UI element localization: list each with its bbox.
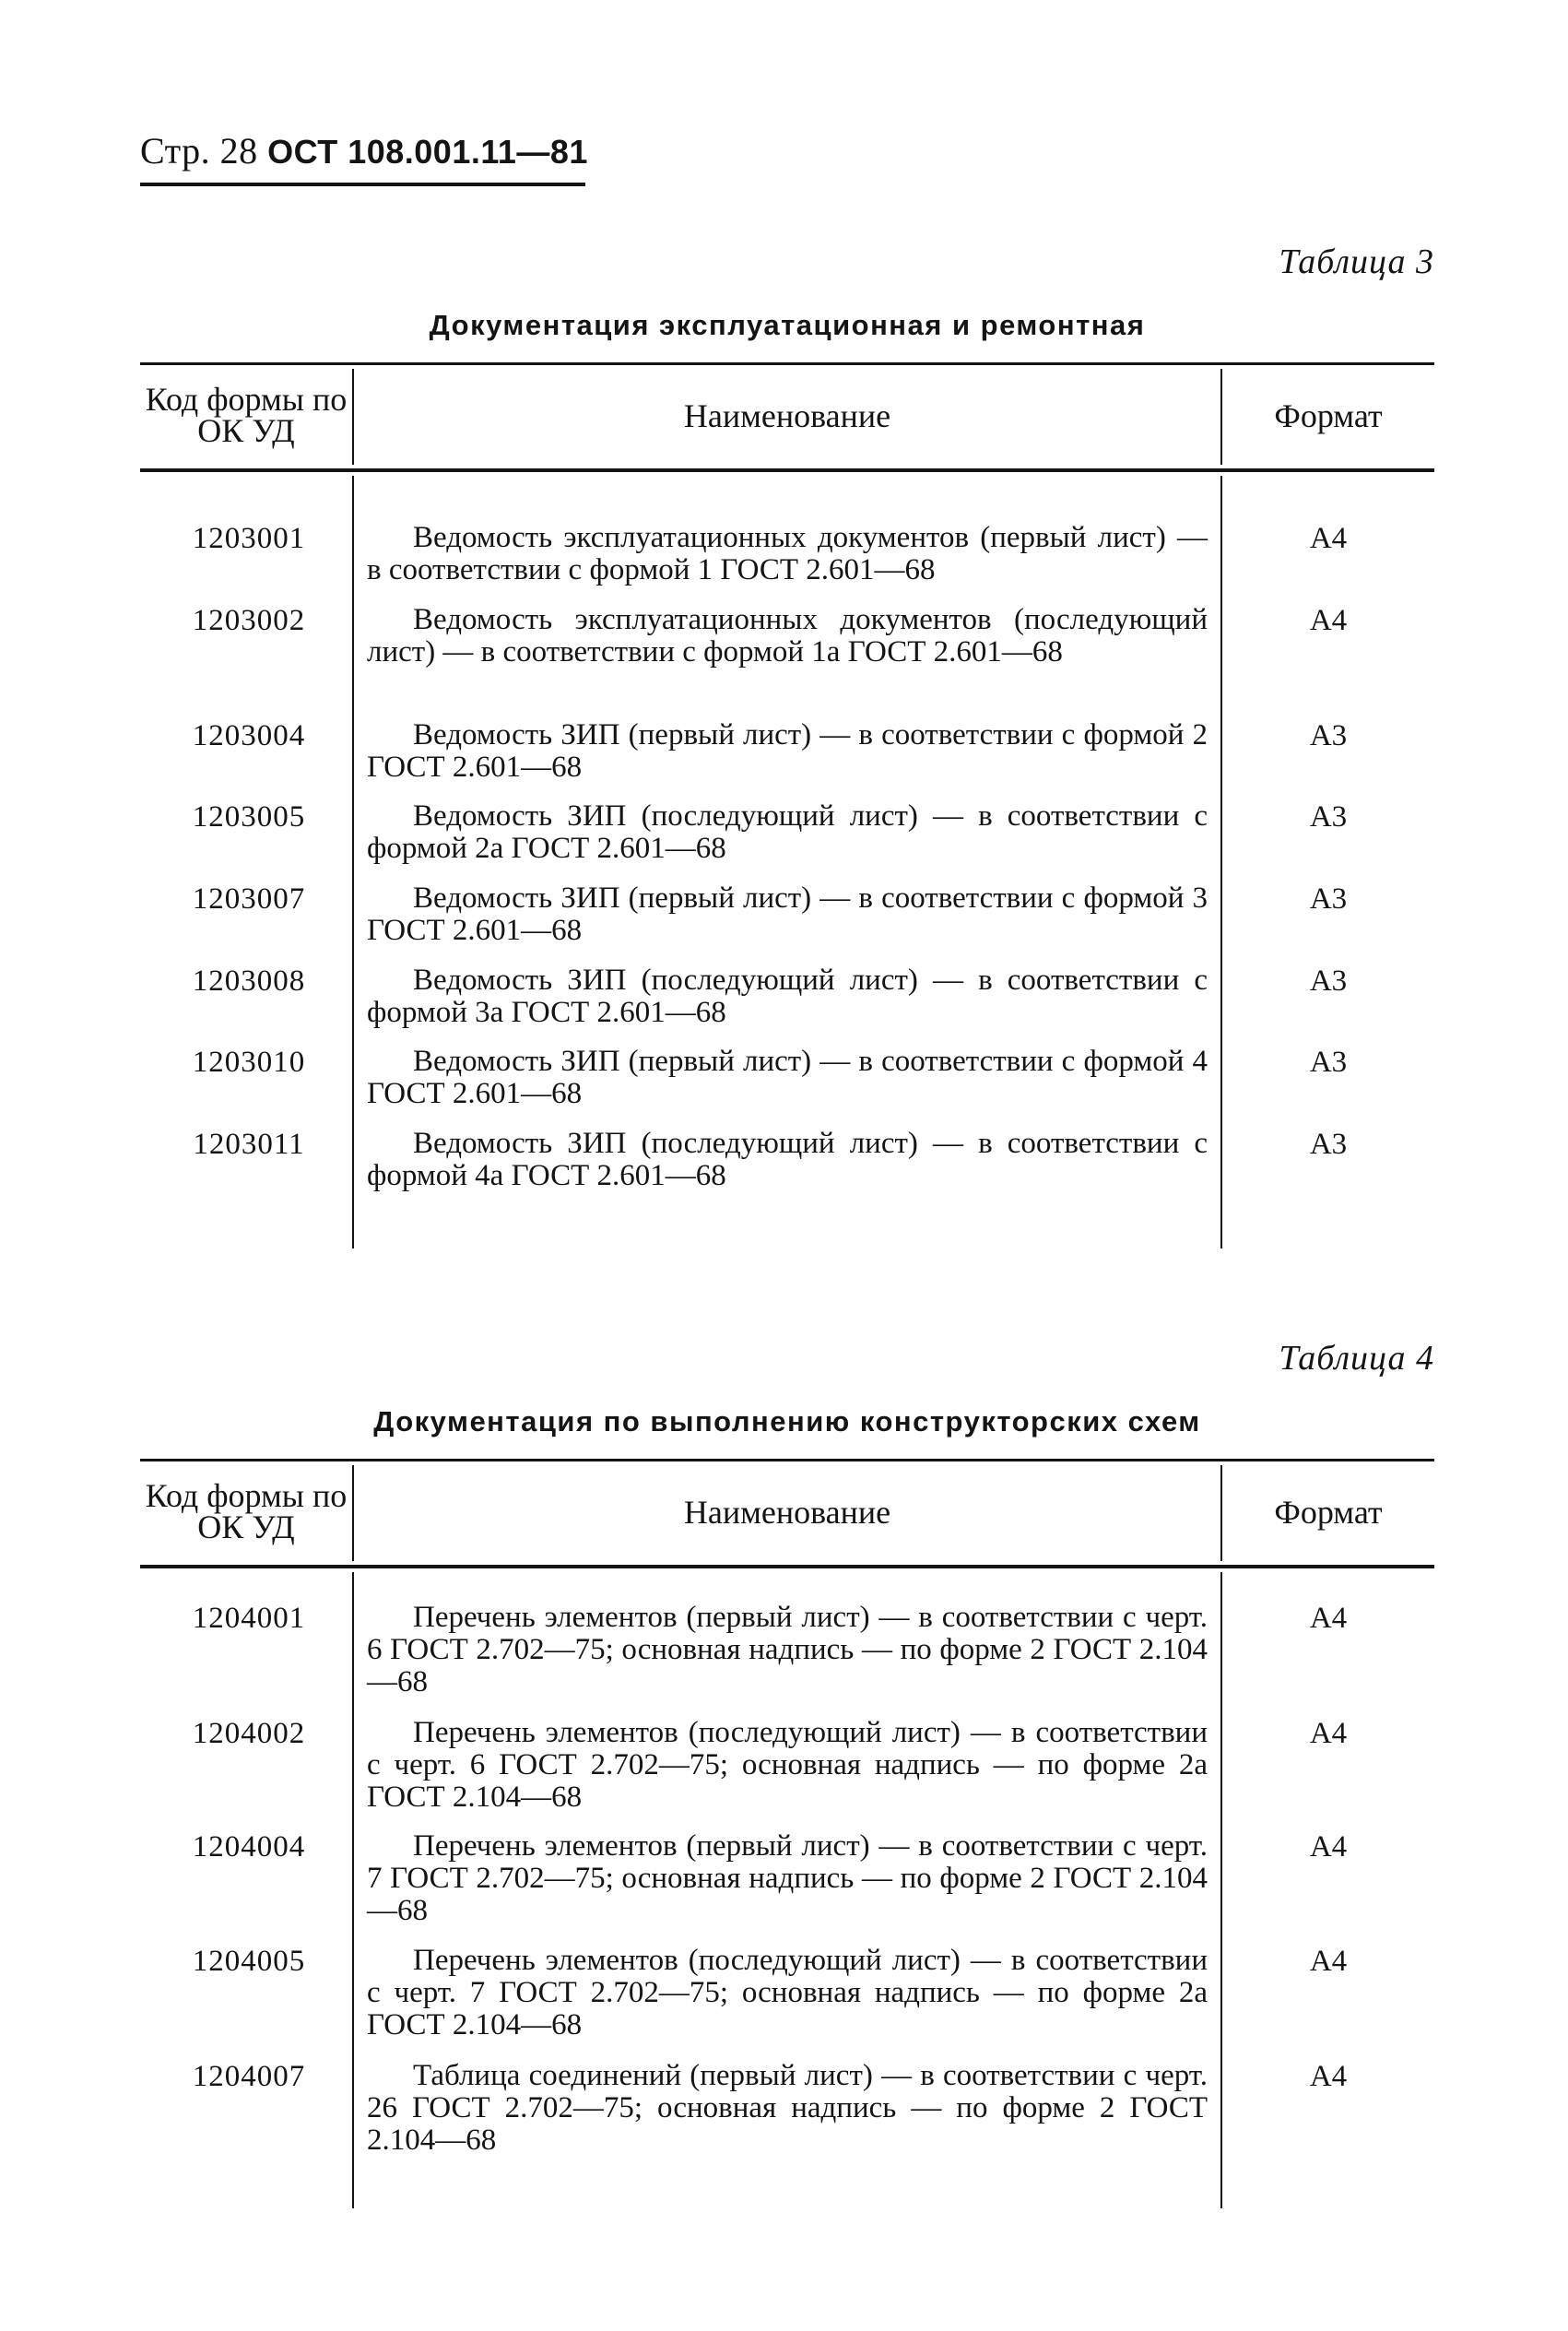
form-code: 1204007: [192, 2060, 306, 2093]
document-format: А4: [1309, 1602, 1348, 1635]
form-code: 1203010: [192, 1046, 306, 1079]
document-format: А4: [1309, 2060, 1348, 2093]
page-header: [140, 129, 588, 172]
document-name: Перечень элементов (последующий лист) — в соответствии с черт. 6 ГОСТ 2.702—75; основная надпись — по форме 2а ГОСТ 2.104—68: [367, 1716, 1208, 1814]
document-name: Ведомость эксплуатационных документов (первый лист) — в соответствии с формой 1 ГОСТ 2.601—68: [367, 521, 1208, 586]
document-format: А3: [1309, 1046, 1348, 1079]
form-code: 1203001: [192, 522, 306, 555]
table-3-body-divider-1: [352, 476, 354, 1248]
document-format: А3: [1309, 964, 1348, 998]
document-format: А4: [1309, 604, 1348, 637]
header-underline: [140, 183, 585, 186]
document-format: А4: [1309, 1717, 1348, 1750]
document-name: Ведомость ЗИП (первый лист) — в соответствии с формой 2 ГОСТ 2.601—68: [367, 718, 1208, 784]
form-code: 1204004: [192, 1830, 306, 1864]
document-format: А4: [1309, 1830, 1348, 1864]
document-format: А3: [1309, 800, 1348, 834]
document-name: Таблица соединений (первый лист) — в соответствии с черт. 26 ГОСТ 2.702—75; основная надпись — по форме 2 ГОСТ 2.104—68: [367, 2059, 1208, 2157]
document-name: Перечень элементов (первый лист) — в соответствии с черт. 6 ГОСТ 2.702—75; основная надпись — по форме 2 ГОСТ 2.104—68: [367, 1601, 1208, 1698]
form-code: 1203011: [193, 1128, 305, 1161]
form-code: 1203008: [192, 964, 306, 998]
form-code: 1204005: [192, 1945, 306, 1978]
table-3-title: Документация эксплуатационная и ремонтная: [429, 309, 1146, 341]
table-4-body-divider-1: [352, 1572, 354, 2208]
table-3-header-rule: [140, 468, 1434, 472]
column-header-format: Формат: [1274, 1494, 1383, 1531]
table-3-label: Таблица 3: [1279, 243, 1434, 281]
document-format: А4: [1309, 522, 1348, 555]
document-format: А3: [1309, 1128, 1348, 1161]
form-code: 1203007: [192, 882, 306, 916]
form-code: 1203002: [192, 604, 306, 637]
document-name: Ведомость ЗИП (последующий лист) — в соответствии с формой 2а ГОСТ 2.601—68: [367, 799, 1208, 865]
column-header-code: Код формы по ОК УД: [145, 381, 348, 449]
document-name: Ведомость ЗИП (последующий лист) — в соответствии с формой 4а ГОСТ 2.601—68: [367, 1127, 1208, 1192]
column-header-code: Код формы по ОК УД: [145, 1477, 348, 1545]
standard-number: ОСТ 108.001.11—81: [267, 133, 588, 171]
page-number: Стр. 28: [140, 130, 258, 172]
document-format: А4: [1309, 1945, 1348, 1978]
document-name: Ведомость ЗИП (последующий лист) — в соответствии с формой 3а ГОСТ 2.601—68: [367, 964, 1208, 1029]
document-format: А3: [1309, 882, 1348, 916]
column-header-name: Наименование: [683, 397, 891, 434]
document-name: Ведомость эксплуатационных документов (последующий лист) — в соответствии с формой 1а ГОСТ 2.601—68: [367, 603, 1208, 669]
document-name: Ведомость ЗИП (первый лист) — в соответствии с формой 4 ГОСТ 2.601—68: [367, 1045, 1208, 1110]
table-3-top-rule: [140, 362, 1434, 365]
form-code: 1204002: [192, 1717, 306, 1750]
document-name: Перечень элементов (первый лист) — в соответствии с черт. 7 ГОСТ 2.702—75; основная надпись — по форме 2 ГОСТ 2.104—68: [367, 1829, 1208, 1927]
document-name: Перечень элементов (последующий лист) — в соответствии с черт. 7 ГОСТ 2.702—75; основная надпись — по форме 2а ГОСТ 2.104—68: [367, 1944, 1208, 2041]
table-4-label: Таблица 4: [1279, 1339, 1434, 1378]
form-code: 1203005: [192, 800, 306, 834]
form-code: 1203004: [192, 719, 306, 752]
table-4-top-rule: [140, 1459, 1434, 1461]
table-4-header-rule: [140, 1565, 1434, 1568]
form-code: 1204001: [192, 1602, 306, 1635]
table-4-body-divider-2: [1220, 1572, 1222, 2208]
column-header-format: Формат: [1274, 397, 1383, 434]
column-header-name: Наименование: [683, 1494, 891, 1531]
table-4-title: Документация по выполнению конструкторских схем: [373, 1405, 1201, 1438]
document-format: А3: [1309, 719, 1348, 752]
document-name: Ведомость ЗИП (первый лист) — в соответствии с формой 3 ГОСТ 2.601—68: [367, 882, 1208, 947]
